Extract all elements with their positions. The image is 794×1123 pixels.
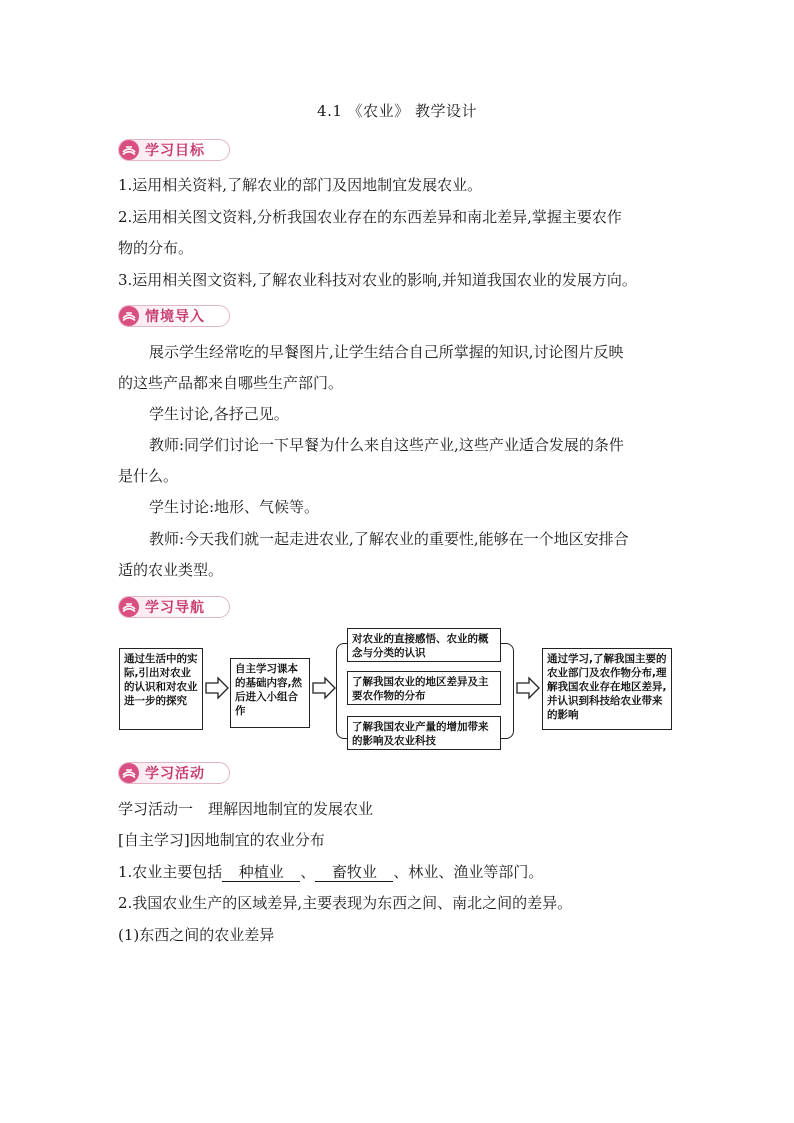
activity-heading: 学习活动一 理解因地制宜的发展农业	[118, 800, 374, 818]
question-1-prefix: 1.农业主要包括	[118, 863, 223, 881]
question-3: (1)东西之间的农业差异	[118, 926, 275, 944]
section-label: 情境导入	[145, 309, 205, 325]
activity-subheading: [自主学习]因地制宜的农业分布	[118, 831, 325, 849]
right-arrow-icon	[515, 676, 541, 700]
question-1-separator: 、	[300, 863, 316, 881]
book-icon	[119, 597, 139, 617]
flow-box-outcome: 通过学习,了解我国主要的农业部门及农作物分布,理解我国农业存在地区差异,并认识到科技给农业带来的影响	[542, 648, 672, 730]
section-header-intro	[118, 305, 230, 327]
intro-para-2: 学生讨论,各抒己见。	[149, 405, 289, 423]
intro-para-3a: 教师:同学们讨论一下早餐为什么来自这些产业,这些产业适合发展的条件	[149, 436, 624, 454]
answer-blank-2: 畜牧业	[315, 863, 393, 882]
question-1-suffix: 、林业、渔业等部门。	[393, 863, 544, 881]
answer-blank-1: 种植业	[222, 863, 300, 882]
section-label: 学习导航	[145, 600, 205, 616]
flow-box-concept: 对农业的直接感悟、农业的概念与分类的认识	[347, 628, 501, 662]
intro-para-1b: 的这些产品都来自哪些生产部门。	[118, 374, 344, 392]
intro-para-5a: 教师:今天我们就一起走进农业,了解农业的重要性,能够在一个地区安排合	[149, 530, 629, 548]
goal-line-2b: 物的分布。	[118, 239, 194, 257]
section-label: 学习目标	[145, 143, 205, 159]
document-title: 4.1 《农业》 教学设计	[317, 102, 477, 120]
goal-line-3: 3.运用相关图文资料,了解农业科技对农业的影响,并知道我国农业的发展方向。	[118, 271, 637, 289]
goal-line-2a: 2.运用相关图文资料,分析我国农业存在的东西差异和南北差异,掌握主要农作	[118, 208, 622, 226]
question-2: 2.我国农业生产的区域差异,主要表现为东西之间、南北之间的差异。	[118, 894, 573, 912]
question-1	[118, 862, 543, 882]
intro-para-5b: 适的农业类型。	[118, 561, 224, 579]
section-header-nav	[118, 596, 230, 618]
intro-para-1a: 展示学生经常吃的早餐图片,让学生结合自己所掌握的知识,讨论图片反映	[149, 343, 624, 361]
book-icon	[119, 140, 139, 160]
flow-box-life-practice: 通过生活中的实际,引出对农业的认识和对农业进一步的探究	[119, 648, 203, 730]
book-icon	[119, 306, 139, 326]
flow-box-regional: 了解我国农业的地区差异及主要农作物的分布	[347, 671, 501, 705]
intro-para-3b: 是什么。	[118, 467, 179, 485]
right-arrow-icon	[311, 676, 337, 700]
section-label: 学习活动	[145, 766, 205, 782]
intro-para-4: 学生讨论:地形、气候等。	[149, 498, 320, 516]
goal-line-1: 1.运用相关资料,了解农业的部门及因地制宜发展农业。	[118, 176, 483, 194]
flow-box-technology: 了解我国农业产量的增加带来的影响及农业科技	[347, 716, 501, 750]
book-icon	[119, 763, 139, 783]
flow-box-self-study: 自主学习课本的基础内容,然后进入小组合作	[230, 658, 310, 728]
section-header-activity	[118, 762, 230, 784]
section-header-goals	[118, 139, 230, 161]
right-arrow-icon	[204, 676, 230, 700]
